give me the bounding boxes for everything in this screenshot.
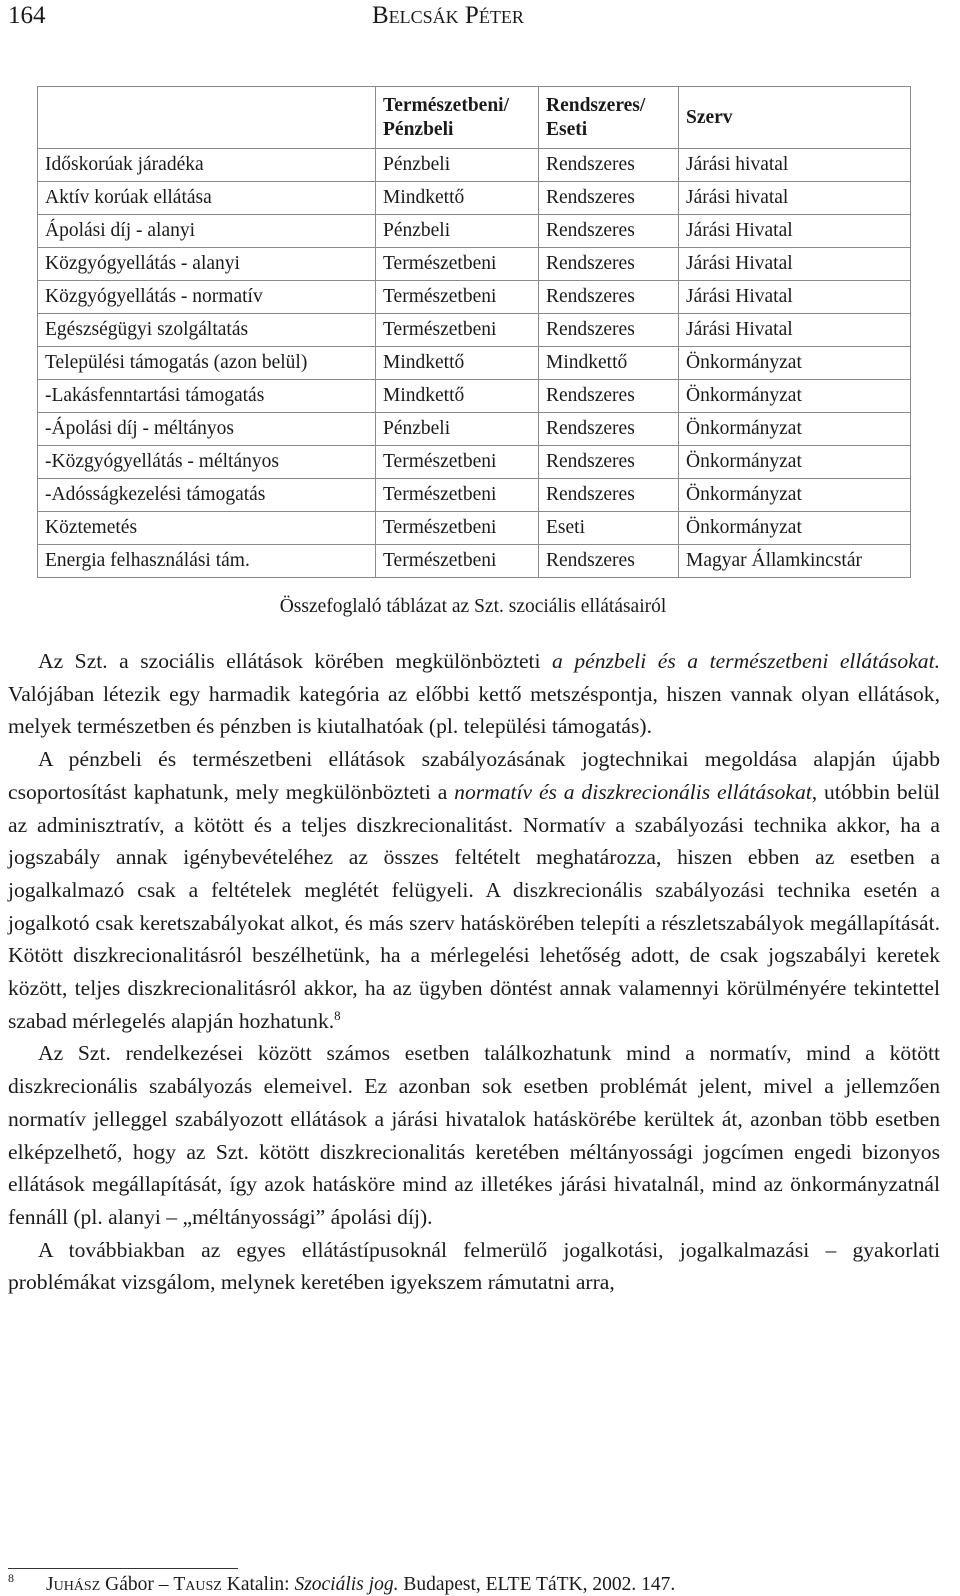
table-row	[38, 182, 911, 215]
table-row	[38, 413, 911, 446]
table-cell: Önkormányzat	[679, 479, 911, 512]
table-cell: Önkormányzat	[679, 380, 911, 413]
table-cell: Természetbeni	[376, 281, 539, 314]
table-cell: Rendszeres	[539, 446, 679, 479]
emphasis: a pénzbeli és a természetbeni ellátásokat.	[552, 649, 940, 673]
table-cell: Természetbeni	[376, 248, 539, 281]
table-cell: Pénzbeli	[376, 149, 539, 182]
table-row	[38, 512, 911, 545]
table-cell: Rendszeres	[539, 380, 679, 413]
table-cell: Önkormányzat	[679, 512, 911, 545]
table-cell: Közgyógyellátás - normatív	[38, 281, 376, 314]
table-cell: Járási Hivatal	[679, 215, 911, 248]
table-row	[38, 149, 911, 182]
table-cell: Rendszeres	[539, 182, 679, 215]
table-header-cell	[38, 87, 376, 149]
table-cell: Rendszeres	[539, 545, 679, 578]
paragraph	[8, 645, 940, 743]
table-cell: Természetbeni	[376, 512, 539, 545]
table-cell: Járási Hivatal	[679, 281, 911, 314]
footnote-title: Szociális jog.	[294, 1574, 399, 1595]
table-cell: -Közgyógyellátás - méltányos	[38, 446, 376, 479]
table-header-cell: Rendszeres/ Eseti	[539, 87, 679, 149]
table-cell: Természetbeni	[376, 314, 539, 347]
body-text	[8, 645, 940, 1299]
table-cell: Mindkettő	[376, 380, 539, 413]
footnote	[8, 1571, 675, 1596]
table-cell: Rendszeres	[539, 248, 679, 281]
table-cell: Mindkettő	[539, 347, 679, 380]
table-cell: Aktív korúak ellátása	[38, 182, 376, 215]
text-run: Az Szt. a szociális ellátások körében megkülönbözteti	[38, 649, 553, 673]
table-cell: Rendszeres	[539, 215, 679, 248]
table-cell: Rendszeres	[539, 479, 679, 512]
table-cell: Közgyógyellátás - alanyi	[38, 248, 376, 281]
table-row	[38, 215, 911, 248]
table-cell: Rendszeres	[539, 149, 679, 182]
table-row	[38, 248, 911, 281]
table-cell: Energia felhasználási tám.	[38, 545, 376, 578]
footnote-author: Tausz	[173, 1574, 222, 1595]
table-cell: Természetbeni	[376, 545, 539, 578]
table-cell: Köztemetés	[38, 512, 376, 545]
page-number: 164	[8, 2, 46, 29]
table-row	[38, 446, 911, 479]
paragraph: A továbbiakban az egyes ellátástípusoknál felmerülő jogalkotási, jogalkalmazási – gyakorlati problémákat vizsgálom, melynek keretében igyekszem rámutatni arra,	[8, 1237, 940, 1295]
text-run: , utóbbin belül az adminisztratív, a kötött és a teljes diszkrecionalitást. Normatív a szabályozási technika akkor, ha a jogszabály annak igénybevételéhez az összes feltételt meghatározza, hiszen ebben az esetben a jogalkalmazó csak a feltételek meglétét felügyeli. A diszkrecionális szabályozási technika esetén a jogalkotó csak keretszabályokat alkot, és más szerv hatáskörében telepíti a részletszabályok megállapítását. Kötött diszkrecionalitásról beszélhetünk, ha a mérlegelési lehetőség adott, de csak jogszabályi keretek között, teljes diszkrecionalitásról akkor, ha az ügyben döntést annak valamennyi körülményére tekintettel szabad mérlegelés alapján hozhatunk.	[8, 779, 941, 1033]
table-cell: Járási hivatal	[679, 149, 911, 182]
table-cell: Természetbeni	[376, 479, 539, 512]
table-cell: -Adósságkezelési támogatás	[38, 479, 376, 512]
table-cell: Egészségügyi szolgáltatás	[38, 314, 376, 347]
table-cell: -Ápolási díj - méltányos	[38, 413, 376, 446]
table-cell: Mindkettő	[376, 347, 539, 380]
footnote-mark: 8	[8, 1571, 14, 1585]
summary-table	[37, 86, 911, 578]
table-cell: Járási hivatal	[679, 182, 911, 215]
table-row	[38, 479, 911, 512]
table-cell: Eseti	[539, 512, 679, 545]
table-cell: Járási Hivatal	[679, 314, 911, 347]
table-cell: Járási Hivatal	[679, 248, 911, 281]
paragraph: Az Szt. rendelkezései között számos esetben találkozhatunk mind a normatív, mind a kötött diszkrecionális szabályozás elemeivel. Ez azonban sok esetben problémát jelent, mivel a jellemzően normatív jelleggel szabályozott ellátások a járási hivatalok hatáskörébe kerültek át, azonban több esetben elképzelhető, hogy az Szt. kötött diszkrecionalitás keretében méltányossági jogcímen engedi bizonyos ellátások megállapítását, így azok hatásköre mind az illetékes járási hivatalnál, mind az önkormányzatnál fennáll (pl. alanyi – „méltányossági” ápolási díj).	[8, 1041, 940, 1229]
table-header-row	[38, 87, 911, 149]
running-head-author: Belcsák Péter	[372, 2, 524, 29]
table-cell: Időskorúak járadéka	[38, 149, 376, 182]
table-cell: Rendszeres	[539, 281, 679, 314]
footnote-author: Katalin:	[221, 1574, 295, 1595]
table-header-cell: Szerv	[679, 87, 911, 149]
table-cell: Rendszeres	[539, 413, 679, 446]
table-cell: Önkormányzat	[679, 413, 911, 446]
table-cell: Magyar Államkincstár	[679, 545, 911, 578]
table-body	[38, 149, 911, 578]
table-caption: Összefoglaló táblázat az Szt. szociális ellátásairól	[279, 596, 667, 617]
footnote-reference[interactable]: 8	[334, 1007, 341, 1023]
table-cell: Pénzbeli	[376, 413, 539, 446]
table-cell: Ápolási díj - alanyi	[38, 215, 376, 248]
table-row	[38, 545, 911, 578]
footnote-author: Juhász	[46, 1574, 101, 1595]
table-cell: Természetbeni	[376, 446, 539, 479]
table-row	[38, 347, 911, 380]
paragraph	[8, 743, 940, 1037]
text-run: Valójában létezik egy harmadik kategória az előbbi kettő metszéspontja, hiszen vannak olyan ellátások, melyek természetben és pénzben is kiutalhatóak (pl. települési támogatás).	[8, 681, 940, 739]
table-header-cell: Természetbeni/ Pénzbeli	[376, 87, 539, 149]
table-cell: Pénzbeli	[376, 215, 539, 248]
table-cell: Önkormányzat	[679, 446, 911, 479]
table-row	[38, 314, 911, 347]
table-cell: Mindkettő	[376, 182, 539, 215]
emphasis: normatív és a diszkrecionális ellátásokat	[454, 779, 812, 804]
footnote-divider	[8, 1568, 238, 1569]
footnote-details: Budapest, ELTE TáTK, 2002. 147.	[398, 1574, 676, 1595]
table-cell: Önkormányzat	[679, 347, 911, 380]
table-row	[38, 380, 911, 413]
table-cell: Települési támogatás (azon belül)	[38, 347, 376, 380]
table-row	[38, 281, 911, 314]
table-cell: Rendszeres	[539, 314, 679, 347]
footnote-author: Gábor –	[100, 1574, 174, 1595]
table-cell: -Lakásfenntartási támogatás	[38, 380, 376, 413]
text-run: A pénzbeli és természetbeni ellátások szabályozásának jogtechnikai megoldása alapján újabb csoportosítást kaphatunk, mely megkülönbözteti a	[8, 747, 940, 804]
